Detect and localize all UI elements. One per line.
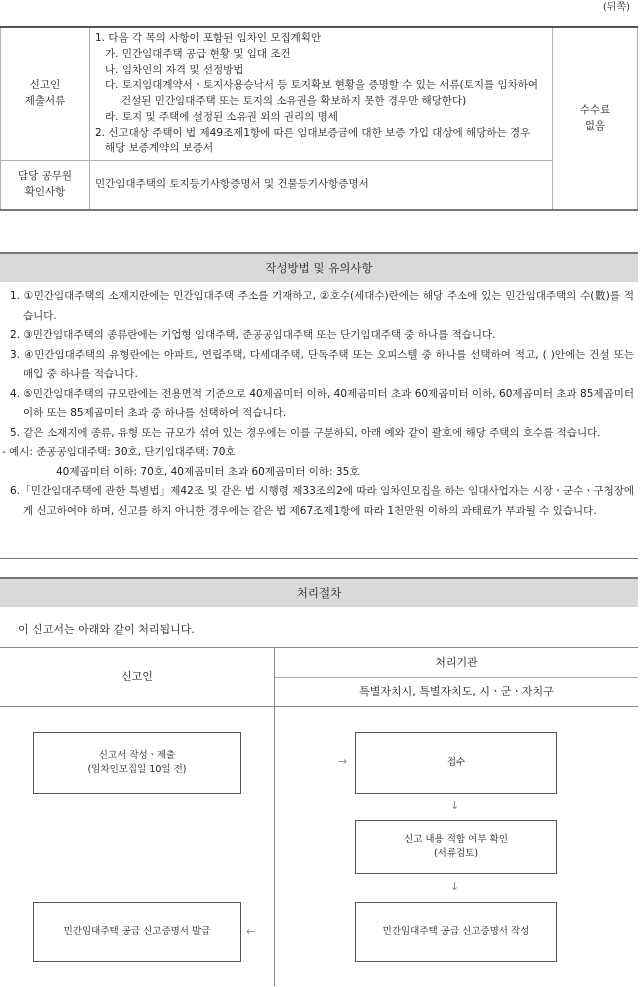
example-line: - 예시: 준공공임대주택: 30호, 단기임대주택: 70호 xyxy=(2,446,236,458)
doc-item: 1. 다음 각 목의 사항이 포함된 임차인 모집계획안 xyxy=(95,32,322,44)
doc-item: 다. 토지임대계약서ㆍ토지사용승낙서 등 토지확보 현황을 증명할 수 있는 서류(토지를 임차하여 xyxy=(105,79,539,92)
doc-item: 나. 임차인의 자격 및 선정방법 xyxy=(105,63,244,76)
flow-col-agency-sub: 특별자치시, 특별자치도, 시ㆍ군ㆍ자치구 xyxy=(275,678,638,707)
step-receipt: 접수 xyxy=(355,732,557,794)
step-issue-cert: 민간임대주택 공급 신고증명서 작성 xyxy=(355,902,557,962)
doc-item: 가. 민간임대주택 공급 현황 및 임대 조건 xyxy=(105,47,291,60)
submit-docs-content xyxy=(90,27,553,161)
doc-item: 해당 보증계약의 보증서 xyxy=(105,142,214,155)
doc-item: 2. 신고대상 주택이 법 제49조제1항에 따른 임대보증금에 대한 보증 가입 대상에 해당하는 경우 xyxy=(95,126,531,139)
instruction-item: 6.「민간임대주택에 관한 특별법」제42조 및 같은 법 시행령 제33조의2에 따라 임차인모집을 하는 임대사업자는 시장ㆍ군수ㆍ구청장에게 신고하여야 하며, 신고를 하지 아니한 경우에는 같은 법 제67조제1항에 따라 1천만원 이하의 과태료가 부과될 수 있습니다. xyxy=(10,485,634,517)
submit-docs-label: 신고인 제출서류 xyxy=(1,27,90,161)
instruction-item: 1. ①민간임대주택의 소재지란에는 민간임대주택 주소를 기재하고, ②호수(세대수)란에는 해당 주소에 있는 민간임대주택의 수(數)를 적습니다. xyxy=(10,290,634,322)
page-mark: (뒤쪽) xyxy=(602,2,630,13)
step-receive-cert: 민간임대주택 공급 신고증명서 발급 xyxy=(33,902,241,962)
instruction-item: 3. ④민간임대주택의 유형란에는 아파트, 연립주택, 다세대주택, 단독주택 또는 오피스텔 중 하나를 선택하여 적고, ( )안에는 건설 또는 매입 중 하나를 적습니다. xyxy=(10,348,634,380)
flow-col-agency: 처리기관 xyxy=(275,648,638,678)
procedure-intro: 이 신고서는 아래와 같이 처리됩니다. xyxy=(18,623,195,636)
attachments-table xyxy=(0,26,638,211)
step-submit: 신고서 작성ㆍ제출 (임차인모집일 10일 전) xyxy=(33,732,241,794)
procedure-flow xyxy=(0,647,638,986)
instructions-title: 작성방법 및 유의사항 xyxy=(0,252,638,282)
example-line: 40제곱미터 이하: 70호, 40제곱미터 초과 60제곱미터 이하: 35호 xyxy=(56,465,360,478)
instructions-divider xyxy=(0,558,638,559)
arrow-down-icon: ↓ xyxy=(450,880,460,893)
fee-cell: 수수료 없음 xyxy=(553,27,638,210)
instruction-item: 4. ⑤민간임대주택의 규모란에는 전용면적 기준으로 40제곱미터 이하, 40제곱미터 초과 60제곱미터 이하, 60제곱미터 초과 85제곱미터 이하 또는 85제곱미터 초과 중 하나를 선택하여 적습니다. xyxy=(10,387,634,419)
doc-item: 라. 토지 및 주택에 설정된 소유권 외의 권리의 명세 xyxy=(105,110,338,123)
procedure-title: 처리절차 xyxy=(0,577,638,607)
instruction-item: 5. 같은 소재지에 종류, 유형 또는 규모가 섞여 있는 경우에는 이를 구분하되, 아래 예와 같이 괄호에 해당 주택의 호수를 적습니다. xyxy=(10,426,601,439)
official-check-content: 민간임대주택의 토지등기사항증명서 및 건물등기사항증명서 xyxy=(90,161,553,211)
arrow-left-icon: ← xyxy=(246,925,256,938)
official-check-label: 담당 공무원 확인사항 xyxy=(1,161,90,211)
flow-col-applicant: 신고인 xyxy=(0,648,274,707)
doc-item: 건설된 민간임대주택 또는 토지의 소유권을 확보하지 못한 경우만 해당한다) xyxy=(121,95,467,107)
arrow-right-icon: → xyxy=(338,755,348,768)
step-review: 신고 내용 적합 여부 확인 (서류검토) xyxy=(355,820,557,874)
arrow-down-icon: ↓ xyxy=(450,799,460,812)
instructions-list xyxy=(2,287,634,521)
instruction-item: 2. ③민간임대주택의 종류란에는 기업형 임대주택, 준공공임대주택 또는 단기임대주택 중 하나를 적습니다. xyxy=(10,329,496,341)
